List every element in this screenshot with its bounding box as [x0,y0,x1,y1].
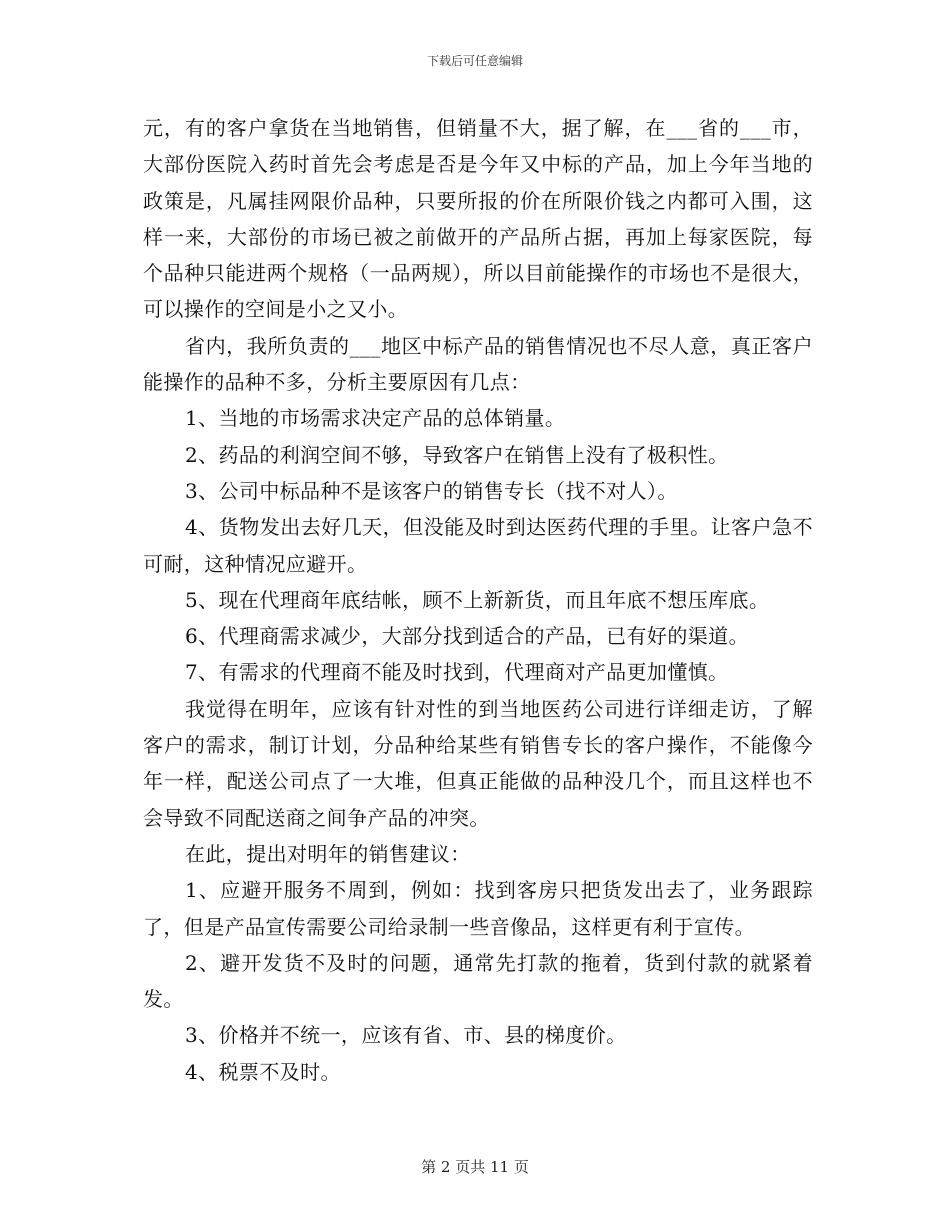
list-item-reason-6: 6、代理商需求减少，大部分找到适合的产品，已有好的渠道。 [185,624,749,649]
list-item-suggestion-2: 2、避开发货不及时的问题，通常先打款的拖着，货到付款的就紧着发。 [143,950,813,1012]
list-item-reason-1: 1、当地的市场需求决定产品的总体销量。 [185,406,566,431]
page-header: 下载后可任意编辑 [426,54,523,68]
page-footer: 第 2 页共 11 页 [421,1158,529,1176]
paragraph-suggestions-intro: 在此，提出对明年的销售建议： [185,841,471,866]
list-item-reason-2: 2、药品的利润空间不够，导致客户在销售上没有了极积性。 [185,442,729,467]
list-item-reason-4: 4、货物发出去好几天，但没能及时到达医药代理的手里。让客户急不可耐，这种情况应避开。 [143,515,813,576]
list-item-reason-7: 7、有需求的代理商不能及时找到，代理商对产品更加懂慎。 [185,660,729,685]
paragraph-market-situation: 元，有的客户拿货在当地销售，但销量不大，据了解，在___省的___市，大部份医院入药时首先会考虑是否是今年又中标的产品，加上今年当地的政策是，凡属挂网限价品种，只要所报的价在所限价钱之内都可入围，这样一来，大部份的市场已被之前做开的产品所占据，再加上每家医院，每个品种只能进两个规格（一品两规），所以目前能操作的市场也不是很大，可以操作的空间是小之又小。 [143,116,813,322]
document-body [143,110,813,1090]
list-item-reason-5: 5、现在代理商年底结帐，顾不上新新货，而且年底不想压库底。 [185,587,770,612]
list-item-reason-3: 3、公司中标品种不是该客户的销售专长（找不对人）。 [185,478,678,503]
list-item-suggestion-1: 1、应避开服务不周到，例如：找到客房只把货发出去了，业务跟踪了，但是产品宣传需要公司给录制一些音像品，这样更有利于宣传。 [143,878,813,939]
list-item-suggestion-3: 3、价格并不统一，应该有省、市、县的梯度价。 [185,1023,627,1048]
list-item-suggestion-4: 4、税票不及时。 [185,1059,341,1084]
paragraph-next-year-plan: 我觉得在明年，应该有针对性的到当地医药公司进行详细走访，了解客户的需求，制订计划，分品种给某些有销售专长的客户操作，不能像今年一样，配送公司点了一大堆，但真正能做的品种没几个，而且这样也不会导致不同配送商之间争产品的冲突。 [143,696,813,830]
paragraph-province-sales: 省内，我所负责的___地区中标产品的销售情况也不尽人意，真正客户能操作的品种不多，分析主要原因有几点： [143,333,813,395]
